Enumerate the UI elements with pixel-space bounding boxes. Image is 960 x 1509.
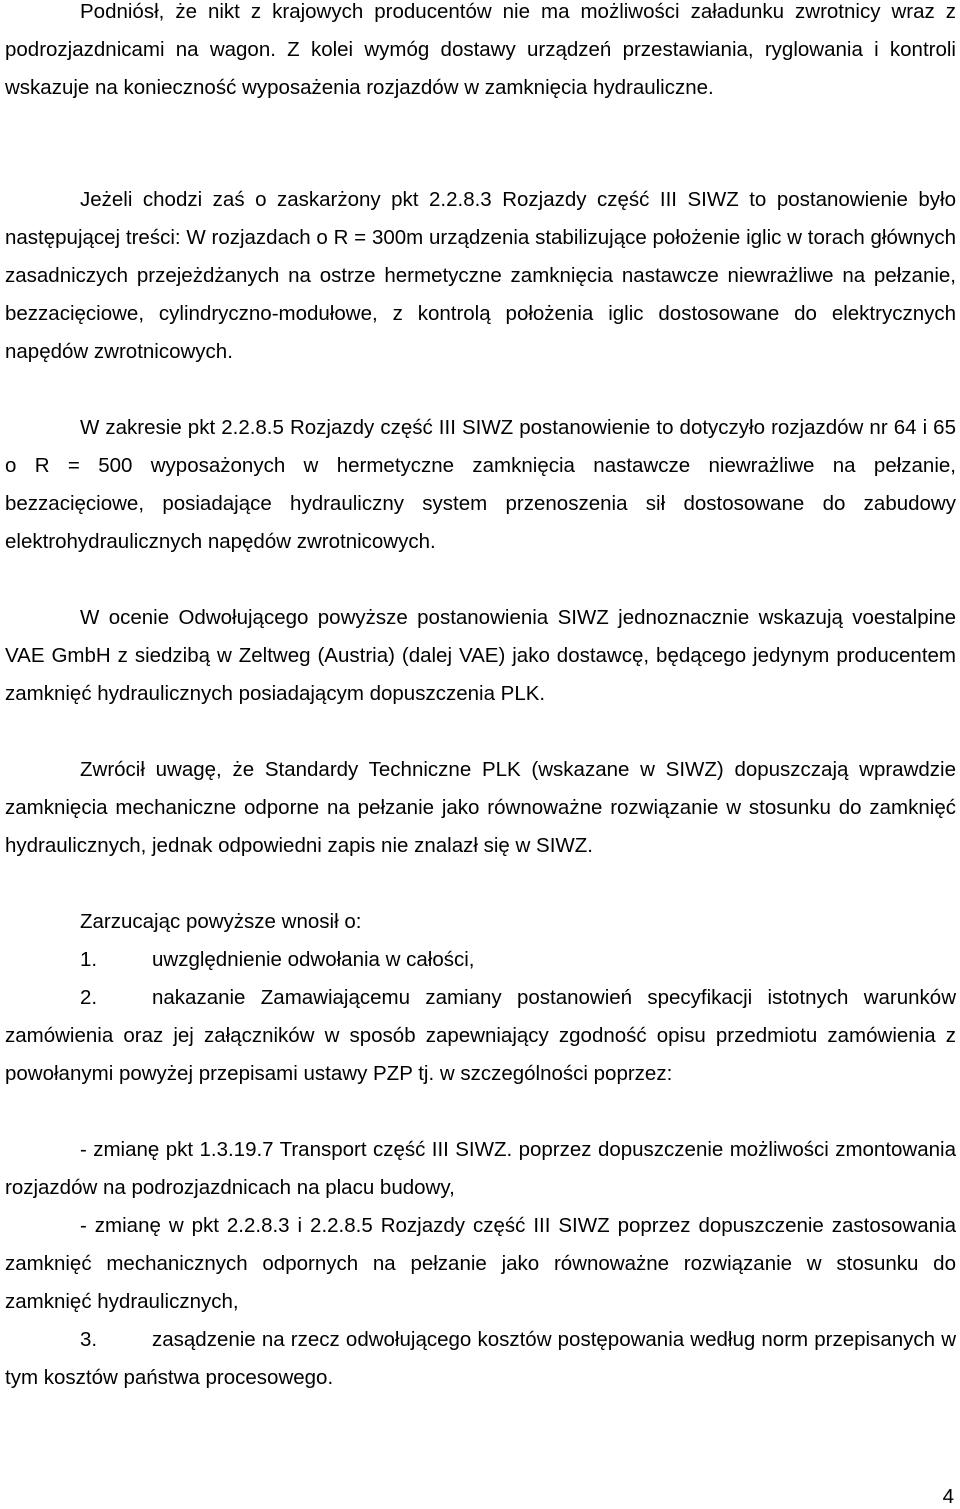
paragraph-point-2285: W zakresie pkt 2.2.8.5 Rozjazdy część III SIWZ postanowienie to dotyczyło rozjazdów nr 64 i 65 o R = 500 wyposażonych w hermetyczne zamknięcia nastawcze niewrażliwe na pełzanie, bezzacięciowe, posiadające hydrauliczny system przenoszenia sił dostosowane do zabudowy elektrohydraulicznych napędów zwrotnicowych. [5, 416, 956, 553]
claim-item-1-number: 1. [80, 948, 98, 971]
claim-subitem-rozjazdy: - zmianę w pkt 2.2.8.3 i 2.2.8.5 Rozjazdy część III SIWZ poprzez dopuszczenie zastosowania zamknięć mechanicznych odpornych na pełzanie jako równoważne rozwiązanie w stosunku do zamknięć hydraulicznych, [5, 1214, 956, 1313]
claim-item-1 [5, 941, 960, 979]
page-number: 4 [942, 1485, 954, 1508]
claim-item-2 [5, 979, 956, 1093]
claim-item-3 [5, 1321, 956, 1397]
claim-subitem-transport: - zmianę pkt 1.3.19.7 Transport część III SIWZ. poprzez dopuszczenie możliwości zmontowania rozjazdów na podrozjazdnicach na placu budowy, [5, 1138, 956, 1199]
paragraph-plk-standards: Zwrócił uwagę, że Standardy Techniczne PLK (wskazane w SIWZ) dopuszczają wprawdzie zamknięcia mechaniczne odporne na pełzanie jako równoważne rozwiązanie w stosunku do zamknięć hydraulicznych, jednak odpowiedni zapis nie znalazł się w SIWZ. [5, 758, 956, 857]
claim-item-3-number: 3. [80, 1328, 98, 1351]
claim-item-3-text: zasądzenie na rzecz odwołującego kosztów postępowania według norm przepisanych w tym kosztów państwa procesowego. [5, 1328, 956, 1389]
paragraph-point-2283: Jeżeli chodzi zaś o zaskarżony pkt 2.2.8.3 Rozjazdy część III SIWZ to postanowienie było następującej treści: W rozjazdach o R = 300m urządzenia stabilizujące położenie iglic w torach głównych zasadniczych przejeżdżanych na ostrze hermetyczne zamknięcia nastawcze niewrażliwe na pełzanie, bezzacięciowe, cylindryczno-modułowe, z kontrolą położenia iglic dostosowane do elektrycznych napędów zwrotnicowych. [5, 188, 956, 363]
claim-item-2-number: 2. [80, 986, 98, 1009]
paragraph-claims-intro: Zarzucając powyższe wnosił o: [80, 910, 362, 933]
paragraph-appellant-opinion: W ocenie Odwołującego powyższe postanowienia SIWZ jednoznacznie wskazują voestalpine VAE GmbH z siedzibą w Zeltweg (Austria) (dalej VAE) jako dostawcę, będącego jedynym producentem zamknięć hydraulicznych posiadającym dopuszczenia PLK. [5, 606, 956, 705]
claim-item-2-text: nakazanie Zamawiającemu zamiany postanowień specyfikacji istotnych warunków zamówienia oraz jej załączników w sposób zapewniający zgodność opisu przedmiotu zamówienia z powołanymi powyżej przepisami ustawy PZP tj. w szczególności poprzez: [5, 986, 956, 1085]
claim-item-1-text: uwzględnienie odwołania w całości, [152, 948, 475, 971]
paragraph-loading-argument: Podniósł, że nikt z krajowych producentów nie ma możliwości załadunku zwrotnicy wraz z podrozjazdnicami na wagon. Z kolei wymóg dostawy urządzeń przestawiania, ryglowania i kontroli wskazuje na konieczność wyposażenia rozjazdów w zamknięcia hydrauliczne. [5, 0, 956, 99]
